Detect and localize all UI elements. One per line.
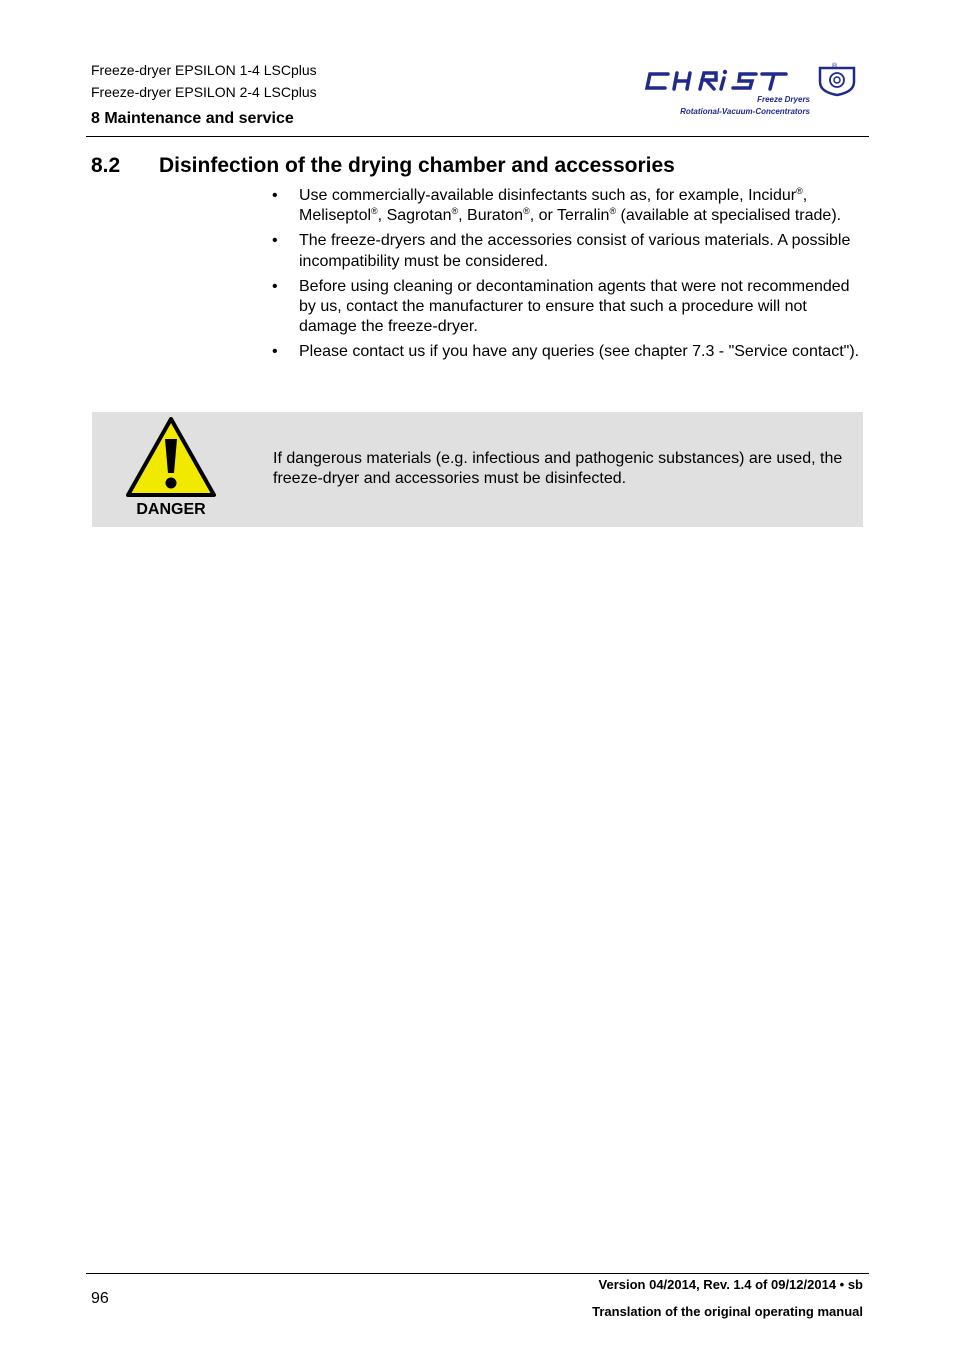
- danger-text: If dangerous materials (e.g. infectious and pathogenic substances) are used, the freeze-dryer and accessories must be disinfected.: [273, 450, 843, 488]
- header-product-line-2: Freeze-dryer EPSILON 2-4 LSCplus: [91, 84, 317, 100]
- danger-label: DANGER: [136, 501, 206, 518]
- list-item: [272, 277, 864, 338]
- page-number: 96: [91, 1290, 109, 1307]
- logo-tagline-2: Rotational-Vacuum-Concentrators: [680, 107, 810, 116]
- header-product-line-1: Freeze-dryer EPSILON 1-4 LSCplus: [91, 62, 317, 78]
- header-chapter: 8 Maintenance and service: [91, 110, 294, 127]
- list-item-text: Please contact us if you have any queries (see chapter 7.3 - "Service contact").: [299, 343, 860, 361]
- section-number: 8.2: [91, 154, 121, 177]
- bullet-marker: •: [272, 277, 278, 295]
- list-item: [272, 231, 864, 272]
- logo-registered: ®: [832, 63, 838, 70]
- warning-triangle-icon: [125, 417, 217, 498]
- header-divider: [86, 136, 869, 137]
- logo-tagline-1: Freeze Dryers: [757, 95, 810, 104]
- bullet-marker: •: [272, 232, 278, 250]
- list-item-text: Before using cleaning or decontamination agents that were not recommended by us, contact the manufacturer to ensure that such a procedure will not damage the freeze-dryer.: [299, 277, 850, 336]
- list-item: • Use commercially-available disinfectants such as, for example, Incidur®, Meliseptol®, Sagrotan®, Buraton®, or Terralin® (available at specialised trade).: [272, 186, 842, 225]
- bullet-marker: •: [272, 343, 278, 361]
- christ-logo: [644, 62, 868, 120]
- footer-translation-note: Translation of the original operating manual: [592, 1304, 863, 1319]
- footer-divider: [86, 1273, 869, 1274]
- instruction-list: [272, 186, 864, 367]
- footer-version: Version 04/2014, Rev. 1.4 of 09/12/2014 • sb: [598, 1277, 863, 1292]
- section-title: Disinfection of the drying chamber and accessories: [159, 154, 675, 177]
- list-item: [272, 342, 864, 362]
- bullet-marker: •: [272, 187, 278, 204]
- danger-notice: [92, 412, 863, 527]
- list-item-text: The freeze-dryers and the accessories consist of various materials. A possible incompatibility must be considered.: [299, 232, 851, 270]
